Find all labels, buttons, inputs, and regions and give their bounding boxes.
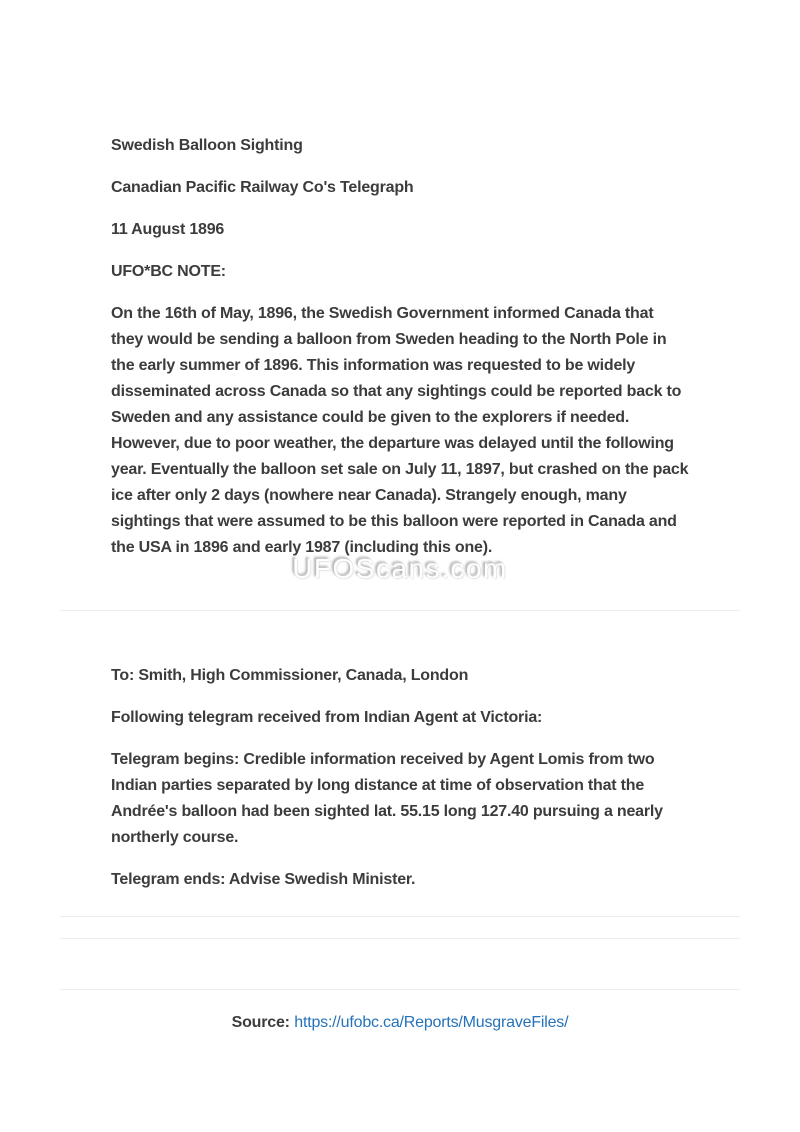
source-label: Source: xyxy=(231,1014,290,1031)
section-divider xyxy=(60,610,740,611)
source-link[interactable]: https://ufobc.ca/Reports/MusgraveFiles/ xyxy=(294,1014,569,1031)
telegram-ends: Telegram ends: Advise Swedish Minister. xyxy=(111,871,416,888)
note-body: On the 16th of May, 1896, the Swedish Government informed Canada that they would be sending a balloon from Sweden heading to the North Pole in the early summer of 1896. This information was requested to be widely disseminated across Canada so that any sightings could be reported back to Sweden and any assistance could be given to the explorers if needed. However, due to poor weather, the departure was delayed until the following year. Eventually the balloon set sale on July 11, 1897, but crashed on the pack ice after only 2 days (nowhere near Canada). Strangely enough, many sightings that were assumed to be this balloon were reported in Canada and the USA in 1896 and early 1987 (including this one). xyxy=(111,305,689,556)
section-divider xyxy=(60,938,740,939)
document-content xyxy=(60,0,740,1036)
note-label: UFO*BC NOTE: xyxy=(111,263,226,280)
watermark: UFOScans.com xyxy=(292,553,508,584)
telegram-section xyxy=(60,663,740,893)
document-date: 11 August 1896 xyxy=(111,221,225,238)
telegram-intro: Following telegram received from Indian Agent at Victoria: xyxy=(111,709,543,726)
section-divider xyxy=(60,989,740,990)
telegram-to: To: Smith, High Commissioner, Canada, London xyxy=(111,667,469,684)
source-line xyxy=(60,1010,740,1036)
document-title: Swedish Balloon Sighting xyxy=(111,137,303,154)
section-divider xyxy=(60,916,740,917)
telegram-body: Telegram begins: Credible information received by Agent Lomis from two Indian parties separated by long distance at time of observation that the Andrée's balloon had been sighted lat. 55.15 long 127.40 pursuing a nearly northerly course. xyxy=(111,751,663,846)
document-subtitle: Canadian Pacific Railway Co's Telegraph xyxy=(111,179,414,196)
note-section xyxy=(60,133,740,561)
